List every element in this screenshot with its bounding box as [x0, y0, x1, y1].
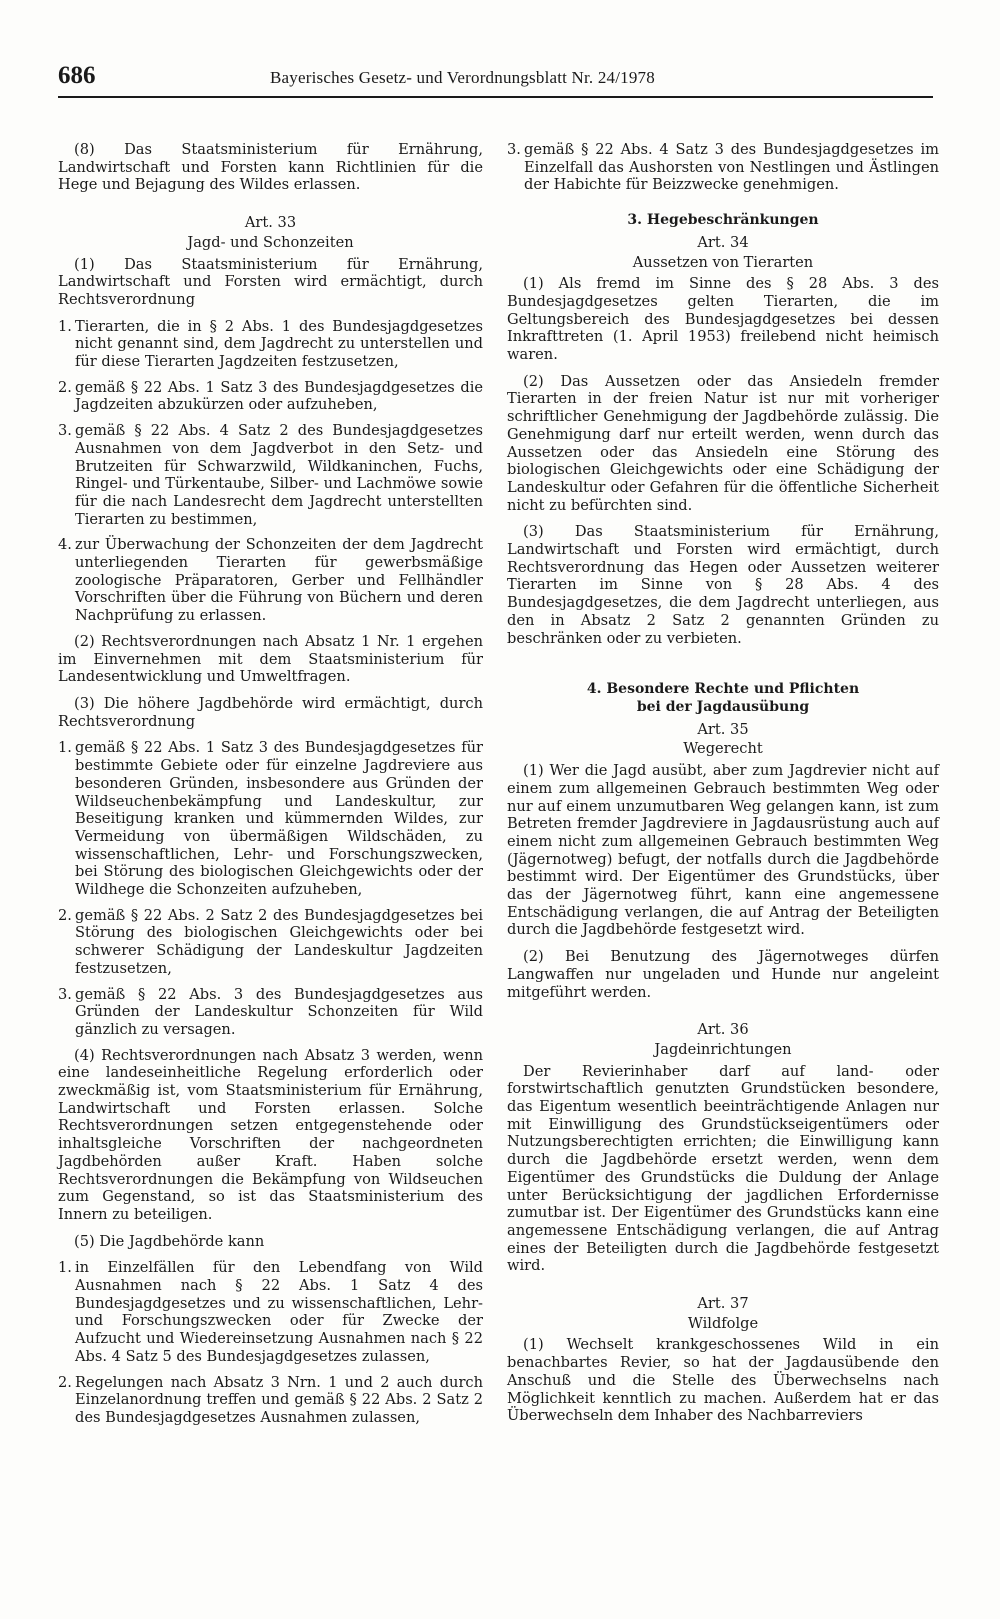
- list-item: [58, 379, 483, 414]
- item-number: 2.: [58, 906, 72, 924]
- page-number: 686: [58, 62, 96, 89]
- item-number: 1.: [58, 739, 72, 757]
- left-column: [58, 141, 483, 1435]
- article-34-paragraph-2: (2) Das Aussetzen oder das Ansiedeln fremder Tierarten in der freien Natur ist nur mit vorheriger schriftlicher Genehmigung der Jagdbehörde zulässig. Die Genehmigung darf nur erteilt werden, wenn durch das Aussetzen oder das Ansiedeln eine Störung des biologischen Gleichgewichts oder eine Schädigung der Landeskultur oder Gefahren für die öffentliche Sicherheit nicht zu befürchten sind.: [507, 372, 939, 514]
- article-36-paragraph: Der Revierinhaber darf auf land- oder forstwirtschaftlich genutzten Grundstücken besondere, das Eigentum wesentlich beeinträchtigende Anlagen nur mit Einwilligung des Grundstückseigentümers oder Nutzungsberechtigten errichten; die Einwilligung kann durch die Jagdbehörde ersetzt werden, wenn dem Eigentümer des Grundstücks die Duldung der Anlage unter Berücksichtigung der jagdlichen Erfordernisse zumutbar ist. Der Eigentümer des Grundstücks kann eine angemessene Entschädigung verlangen, die auf Antrag eines der Beteiligten durch die Jagdbehörde festgesetzt wird.: [507, 1062, 939, 1275]
- article-35-title: Wegerecht: [683, 740, 763, 758]
- article-33-heading: Art. 33: [244, 214, 297, 232]
- article-35-heading: Art. 35: [697, 720, 749, 738]
- item-text: gemäß § 22 Abs. 2 Satz 2 des Bundesjagdgesetzes bei Störung des biologischen Gleichgewichts oder bei schwerer Schädigung der Landeskultur Jagdzeiten festzusetzen,: [75, 906, 483, 977]
- list-item: [58, 739, 483, 898]
- article-33-paragraph-5: (5) Die Jagdbehörde kann: [74, 1232, 265, 1250]
- right-column: [507, 141, 939, 1434]
- item-number: 2.: [58, 378, 72, 396]
- item-text: zur Überwachung der Schonzeiten der dem Jagdrecht unterliegenden Tierarten für gewerbsmäßige zoologische Präparatoren, Gerber und Fellhändler Vorschriften über die Führung von Büchern und deren Nachprüfung zu erlassen.: [75, 536, 483, 625]
- item-number: 4.: [58, 536, 72, 554]
- list-item: [58, 422, 483, 528]
- section-3-heading: 3. Hegebeschränkungen: [627, 212, 819, 229]
- item-text: gemäß § 22 Abs. 4 Satz 2 des Bundesjagdgesetzes Ausnahmen von dem Jagdverbot in den Setz- und Brutzeiten für Schwarzwild, Wildkaninchen, Fuchs, Ringel- und Türkentaube, Silber- und Lachmöwe sowie für die nach Landesrecht dem Jagdrecht unterstellten Tierarten zu bestimmen,: [75, 422, 483, 528]
- list-item: [58, 986, 483, 1039]
- running-title: Bayerisches Gesetz- und Verordnungsblatt Nr. 24/1978: [270, 68, 655, 87]
- list-item: [58, 1259, 483, 1365]
- article-34-paragraph-1: (1) Als fremd im Sinne des § 28 Abs. 3 des Bundesjagdgesetzes gelten Tierarten, die im Geltungsbereich des Bundesjagdgesetzes bei dessen Inkrafttreten (1. April 1953) freilebend nicht heimisch waren.: [507, 275, 939, 364]
- article-33-title: Jagd- und Schonzeiten: [187, 233, 354, 251]
- article-33-paragraph-1: (1) Das Staatsministerium für Ernährung, Landwirtschaft und Forsten wird ermächtigt, durch Rechtsverordnung: [58, 255, 483, 308]
- item-number: 2.: [58, 1373, 72, 1391]
- article-34-paragraph-3: (3) Das Staatsministerium für Ernährung, Landwirtschaft und Forsten wird ermächtigt, durch Rechtsverordnung das Hegen oder Aussetzen weiterer Tierarten im Sinne von § 28 Abs. 4 des Bundesjagdgesetzes, die dem Jagdrecht unterliegen, aus den in Absatz 2 Satz 2 genannten Gründen zu beschränken oder zu verbieten.: [507, 523, 939, 647]
- article-33-paragraph-3: (3) Die höhere Jagdbehörde wird ermächtigt, durch Rechtsverordnung: [58, 694, 483, 730]
- item-text: gemäß § 22 Abs. 3 des Bundesjagdgesetzes aus Gründen der Landeskultur Schonzeiten für Wild gänzlich zu versagen.: [75, 985, 483, 1038]
- section-4-heading-line-1: 4. Besondere Rechte und Pflichten: [586, 681, 860, 698]
- article-34-title: Aussetzen von Tierarten: [632, 253, 814, 271]
- list-item: [58, 318, 483, 371]
- item-text: in Einzelfällen für den Lebendfang von Wild Ausnahmen nach § 22 Abs. 1 Satz 4 des Bundesjagdgesetzes und zu wissenschaftlichen, Lehr- und Forschungszwecken oder für Zwecke der Aufzucht und Wiedereinsetzung Ausnahmen nach § 22 Abs. 4 Satz 5 des Bundesjagdgesetzes zulassen,: [75, 1259, 483, 1365]
- paragraph-8: (8) Das Staatsministerium für Ernährung, Landwirtschaft und Forsten kann Richtlinien für die Hege und Bejagung des Wildes erlassen.: [58, 141, 483, 194]
- article-37-title: Wildfolge: [687, 1314, 759, 1332]
- article-37-heading: Art. 37: [697, 1295, 749, 1313]
- list-item: [58, 1374, 483, 1427]
- article-35-paragraph-1: (1) Wer die Jagd ausübt, aber zum Jagdrevier nicht auf einem zum allgemeinen Gebrauch bestimmten Weg oder nur auf einem unzumutbaren Weg gelangen kann, ist zum Betreten fremder Jagdreviere in Jagdausrüstung auch auf einem nicht zum allgemeinen Gebrauch bestimmten Weg (Jägernotweg) befugt, der notfalls durch die Jagdbehörde bestimmt wird. Der Eigentümer des Grundstücks, über das der Jägernotweg führt, kann eine angemessene Entschädigung verlangen, die auf Antrag der Beteiligten durch die Jagdbehörde festgesetzt wird.: [507, 762, 939, 939]
- article-36-title: Jagdeinrichtungen: [654, 1040, 792, 1058]
- item-text: gemäß § 22 Abs. 4 Satz 3 des Bundesjagdgesetzes im Einzelfall das Aushorsten von Nestlingen und Ästlingen der Habichte für Beizzwecke genehmigen.: [524, 141, 939, 194]
- section-4-heading-line-2: bei der Jagdausübung: [636, 698, 810, 715]
- list-item: [58, 907, 483, 978]
- item-text: gemäß § 22 Abs. 1 Satz 3 des Bundesjagdgesetzes für bestimmte Gebiete oder für einzelne Jagdreviere aus besonderen Gründen, insbesondere aus Gründen der Wildseuchenbekämpfung und Landeskultur, zur Beseitigung kranken und kümmernden Wildes, zur Vermeidung von übermäßigen Wildschäden, zu wissenschaftlichen, Lehr- und Forschungszwecken, bei Störung des biologischen Gleichgewichts oder der Wildhege die Schonzeiten aufzuheben,: [75, 739, 483, 899]
- article-34-heading: Art. 34: [697, 233, 749, 251]
- list-item: [507, 141, 939, 194]
- item-number: 3.: [58, 985, 72, 1003]
- article-33-paragraph-4: (4) Rechtsverordnungen nach Absatz 3 werden, wenn eine landeseinheitliche Regelung erforderlich oder zweckmäßig ist, vom Staatsministerium für Ernährung, Landwirtschaft und Forsten erlassen. Solche Rechtsverordnungen setzen entgegenstehende oder inhaltsgleiche Vorschriften der nachgeordneten Jagdbehörden außer Kraft. Haben solche Rechtsverordnungen die Bekämpfung von Wildseuchen zum Gegenstand, so ist das Staatsministerium des Innern zu beteiligen.: [58, 1046, 483, 1223]
- item-text: Tierarten, die in § 2 Abs. 1 des Bundesjagdgesetzes nicht genannt sind, dem Jagdrecht zu unterstellen und für diese Tierarten Jagdzeiten festzusetzen,: [75, 317, 483, 371]
- item-number: 1.: [58, 317, 72, 335]
- item-number: 1.: [58, 1259, 72, 1277]
- item-number: 3.: [58, 422, 72, 440]
- item-text: gemäß § 22 Abs. 1 Satz 3 des Bundesjagdgesetzes die Jagdzeiten abzukürzen oder aufzuheben,: [75, 378, 483, 414]
- page-header: [58, 62, 933, 98]
- article-33-paragraph-2: (2) Rechtsverordnungen nach Absatz 1 Nr. 1 ergehen im Einvernehmen mit dem Staatsministerium für Landesentwicklung und Umweltfragen.: [58, 632, 483, 686]
- item-number: 3.: [507, 141, 521, 158]
- list-item: [58, 536, 483, 625]
- article-36-heading: Art. 36: [697, 1021, 749, 1039]
- article-35-paragraph-2: (2) Bei Benutzung des Jägernotweges dürfen Langwaffen nur ungeladen und Hunde nur angeleint mitgeführt werden.: [507, 948, 939, 1001]
- item-text: Regelungen nach Absatz 3 Nrn. 1 und 2 auch durch Einzelanordnung treffen und gemäß § 22 Abs. 2 Satz 2 des Bundesjagdgesetzes Ausnahmen zulassen,: [75, 1373, 483, 1426]
- article-37-paragraph-1: (1) Wechselt krankgeschossenes Wild in ein benachbartes Revier, so hat der Jagdausübende den Anschuß und die Stelle des Überwechselns nach Möglichkeit kenntlich zu machen. Außerdem hat er das Überwechseln dem Inhaber des Nachbarreviers: [507, 1336, 939, 1425]
